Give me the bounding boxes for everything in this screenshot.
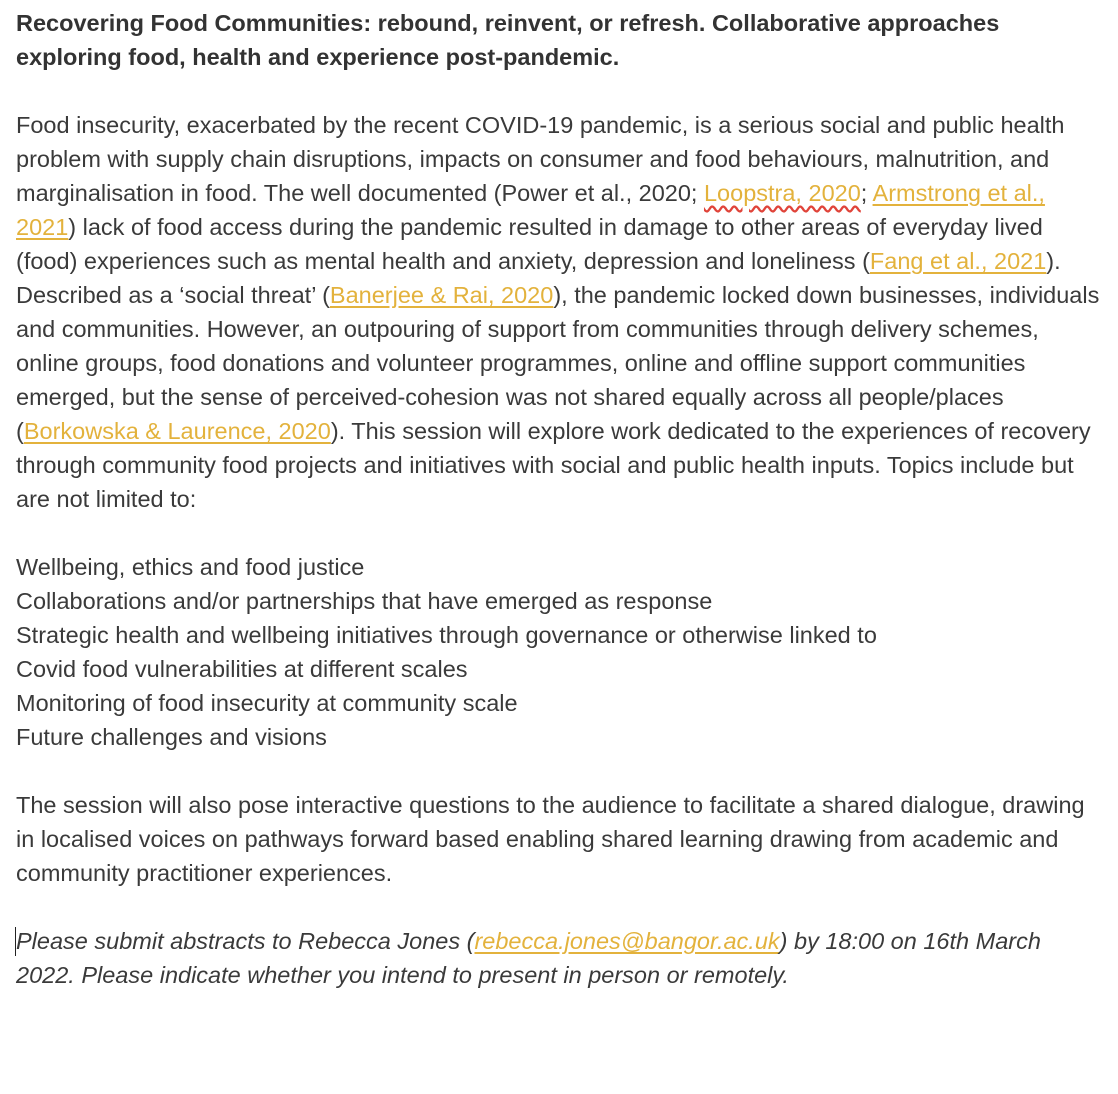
list-item: Wellbeing, ethics and food justice (16, 554, 365, 580)
intro-text-6: ). This session will explore work dedicated to the experiences of recovery through community food projects and initiatives with social and public health inputs. Topics include but are not limited to: (16, 418, 1091, 512)
session-paragraph: The session will also pose interactive questions to the audience to facilitate a shared dialogue, drawing in localised voices on pathways forward based enabling shared learning drawing from academic and community practitioner experiences. (16, 792, 1085, 886)
intro-text-1: Food insecurity, exacerbated by the recent COVID-19 pandemic, is a serious social and public health problem with supply chain disruptions, impacts on consumer and food behaviours, malnutrition, and marginalisation in food. The well documented (Power et al., 2020; (16, 112, 1065, 206)
email-link[interactable]: rebecca.jones@bangor.ac.uk (474, 928, 780, 954)
list-item: Strategic health and wellbeing initiatives through governance or otherwise linked to (16, 622, 877, 648)
list-item: Future challenges and visions (16, 724, 327, 750)
citation-link-armstrong[interactable]: Armstrong et al., 2021 (16, 180, 1045, 240)
citation-link-loopstra[interactable]: Loopstra, 2020 (703, 180, 861, 206)
intro-text-2: ; (860, 180, 873, 206)
intro-text-3: ) lack of food access during the pandemic resulted in damage to other areas of everyday lived (food) experiences such as mental health and anxiety, depression and loneliness ( (16, 214, 1043, 274)
citation-link-fang[interactable]: Fang et al., 2021 (869, 248, 1047, 274)
intro-text-5: ), the pandemic locked down businesses, individuals and communities. However, an outpouring of support from communities through delivery schemes, online groups, food donations and volunteer programmes, online and offline support communities emerged, but the sense of perceived-cohesion was not shared equally across all people/places ( (16, 282, 1100, 444)
intro-text-4: ). Described as a ‘social threat’ ( (16, 248, 1061, 308)
citation-link-borkowska[interactable]: Borkowska & Laurence, 2020 (23, 418, 331, 444)
text-cursor (15, 927, 16, 956)
list-item: Covid food vulnerabilities at different scales (16, 656, 468, 682)
document-body[interactable] (16, 6, 1106, 992)
intro-paragraph (16, 108, 1106, 516)
list-item: Collaborations and/or partnerships that have emerged as response (16, 588, 713, 614)
list-item: Monitoring of food insecurity at community scale (16, 690, 518, 716)
document-title: Recovering Food Communities: rebound, reinvent, or refresh. Collaborative approaches exploring food, health and experience post-pandemic. (16, 10, 1000, 70)
closing-text-1: Please submit abstracts to Rebecca Jones ( (16, 928, 475, 954)
closing-text-2: ) by 18:00 on 16th March 2022. Please indicate whether you intend to present in person or remotely. (16, 928, 1041, 988)
closing-paragraph (16, 924, 1106, 992)
citation-link-banerjee[interactable]: Banerjee & Rai, 2020 (329, 282, 554, 308)
topics-list (16, 550, 1106, 754)
